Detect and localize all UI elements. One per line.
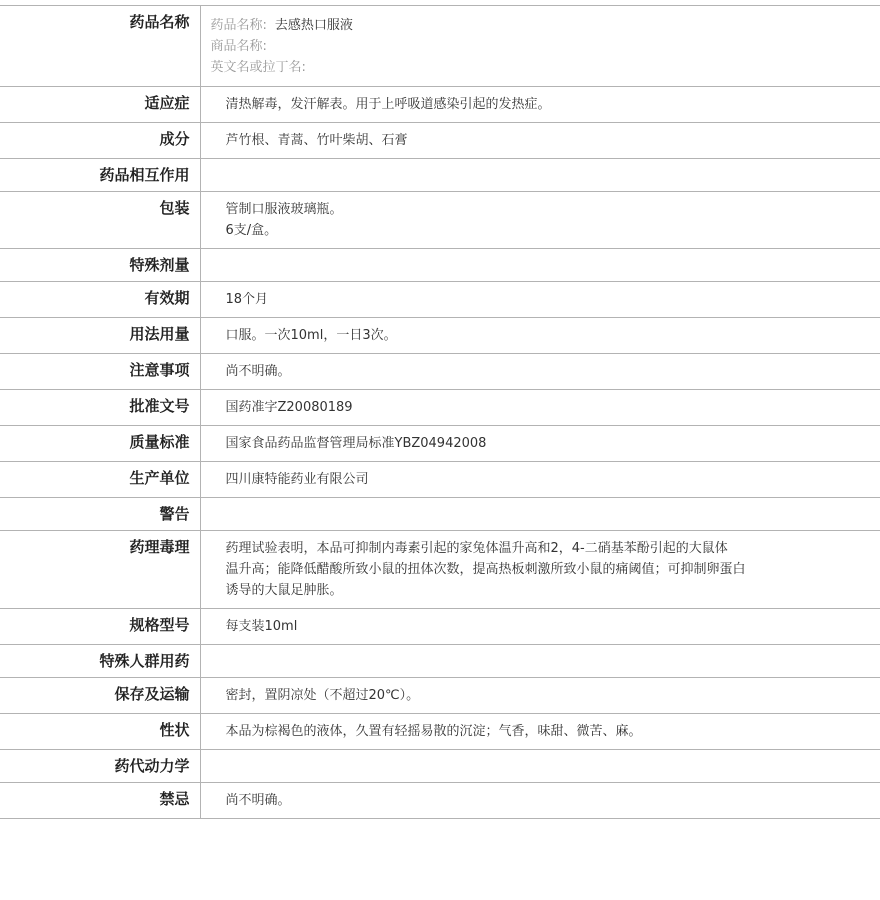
drug-spec-table — [0, 5, 880, 819]
value-line: 6支/盒。 — [225, 223, 278, 238]
row-label: 批准文号 — [0, 390, 200, 426]
row-label: 药理毒理 — [0, 531, 200, 609]
row-specification — [0, 609, 880, 645]
row-value — [200, 783, 880, 819]
row-label: 生产单位 — [0, 462, 200, 498]
trade-name-label: 商品名称: — [210, 39, 267, 54]
row-indication — [0, 87, 880, 123]
row-value — [200, 645, 880, 678]
row-value — [200, 462, 880, 498]
row-label: 成分 — [0, 123, 200, 159]
row-approval-number — [0, 390, 880, 426]
row-value — [200, 531, 880, 609]
row-manufacturer — [0, 462, 880, 498]
value-line: 管制口服液玻璃瓶。 — [225, 202, 343, 217]
value-line: 温升高；能降低醋酸所致小鼠的扭体次数，提高热板刺激所致小鼠的痛阈值；可抑制卵蛋白 — [225, 562, 746, 577]
row-label: 特殊剂量 — [0, 249, 200, 282]
row-label: 警告 — [0, 498, 200, 531]
row-value — [200, 750, 880, 783]
value-line: 芦竹根、青蒿、竹叶柴胡、石膏 — [225, 133, 408, 148]
row-storage — [0, 678, 880, 714]
row-label: 禁忌 — [0, 783, 200, 819]
value-line: 本品为棕褐色的液体，久置有轻摇易散的沉淀；气香，味甜、微苦、麻。 — [225, 724, 642, 739]
row-label: 特殊人群用药 — [0, 645, 200, 678]
row-label: 注意事项 — [0, 354, 200, 390]
row-value — [200, 87, 880, 123]
value-line: 密封，置阴凉处（不超过20℃）。 — [225, 688, 420, 703]
row-value — [200, 498, 880, 531]
row-label: 有效期 — [0, 282, 200, 318]
row-pharmacokinetics — [0, 750, 880, 783]
row-value — [200, 282, 880, 318]
row-value — [200, 426, 880, 462]
row-value — [200, 159, 880, 192]
row-label: 保存及运输 — [0, 678, 200, 714]
row-label: 药品名称 — [0, 6, 200, 87]
row-quality-standard — [0, 426, 880, 462]
row-value — [200, 249, 880, 282]
drug-name-value: 去感热口服液 — [274, 18, 353, 33]
row-label: 用法用量 — [0, 318, 200, 354]
row-value — [200, 123, 880, 159]
row-usage — [0, 318, 880, 354]
row-special-populations — [0, 645, 880, 678]
value-line: 清热解毒，发汗解表。用于上呼吸道感染引起的发热症。 — [225, 97, 551, 112]
row-value — [200, 390, 880, 426]
drug-name-label: 药品名称: — [210, 18, 267, 33]
row-value — [200, 318, 880, 354]
row-label: 药品相互作用 — [0, 159, 200, 192]
value-line: 诱导的大鼠足肿胀。 — [225, 583, 343, 598]
value-line: 药理试验表明，本品可抑制内毒素引起的家兔体温升高和2，4-二硝基苯酚引起的大鼠体 — [225, 541, 728, 556]
row-ingredients — [0, 123, 880, 159]
row-warning — [0, 498, 880, 531]
row-value — [200, 192, 880, 249]
row-appearance — [0, 714, 880, 750]
row-label: 药代动力学 — [0, 750, 200, 783]
row-value — [200, 714, 880, 750]
value-line: 每支装10ml — [225, 619, 298, 634]
row-contraindications — [0, 783, 880, 819]
row-value — [200, 354, 880, 390]
row-label: 规格型号 — [0, 609, 200, 645]
row-precautions — [0, 354, 880, 390]
row-packaging — [0, 192, 880, 249]
english-name-label: 英文名或拉丁名: — [210, 60, 306, 75]
drug-name-line — [211, 15, 880, 36]
value-line: 四川康特能药业有限公司 — [225, 472, 369, 487]
value-line: 国药准字Z20080189 — [225, 400, 353, 415]
value-line: 口服。一次10ml，一日3次。 — [225, 328, 397, 343]
row-value — [200, 609, 880, 645]
row-value — [200, 678, 880, 714]
row-drug-name — [0, 6, 880, 87]
value-line: 18个月 — [225, 292, 269, 307]
row-pharmacology — [0, 531, 880, 609]
row-interactions — [0, 159, 880, 192]
row-value — [200, 6, 880, 87]
row-shelf-life — [0, 282, 880, 318]
row-label: 性状 — [0, 714, 200, 750]
value-line: 国家食品药品监督管理局标准YBZ04942008 — [225, 436, 487, 451]
row-label: 包装 — [0, 192, 200, 249]
value-line: 尚不明确。 — [225, 793, 291, 808]
row-label: 质量标准 — [0, 426, 200, 462]
row-label: 适应症 — [0, 87, 200, 123]
value-line: 尚不明确。 — [225, 364, 291, 379]
row-special-dosage — [0, 249, 880, 282]
